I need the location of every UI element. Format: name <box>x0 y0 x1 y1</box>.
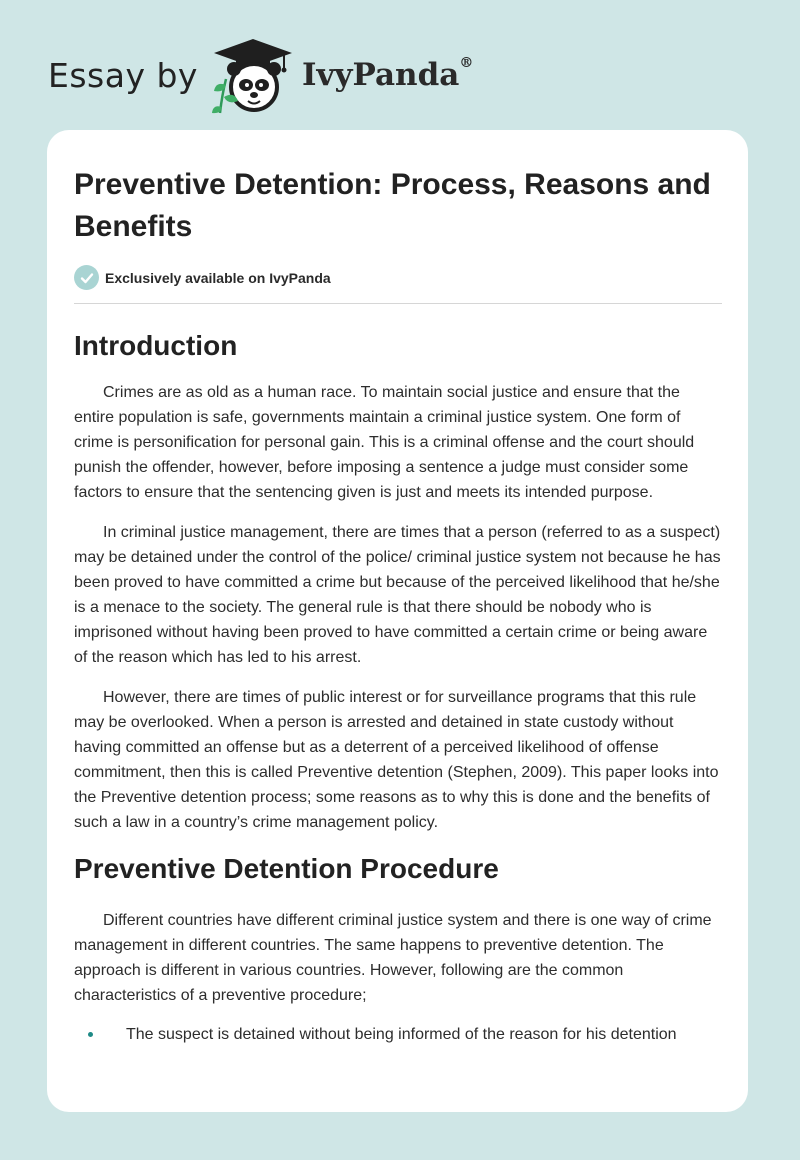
section-heading: Preventive Detention Procedure <box>74 853 499 884</box>
paragraph: In criminal justice management, there are times that a person (referred to as a suspect) may be detained under the control of the police/ criminal justice system not because he has been proved to have committed a crime but because of the perceived likelihood that he/she is a menace to the society. The general rule is that there should be nobody who is imprisoned without having been proved to have committed a certain crime or being aware of the reason which has led to his arrest. <box>74 524 721 666</box>
characteristics-list <box>74 1022 722 1047</box>
panda-graduate-icon <box>210 35 296 115</box>
list-item-text: The suspect is detained without being informed of the reason for his detention <box>126 1026 677 1043</box>
essay-by-label: Essay by <box>48 55 198 95</box>
essay-content <box>47 130 748 1047</box>
registered-mark: ® <box>459 55 474 71</box>
paragraph: Crimes are as old as a human race. To maintain social justice and ensure that the entire population is safe, governments maintain a criminal justice system. One form of crime is personification for personal gain. This is a criminal offense and the court should punish the offender, however, before imposing a sentence a judge must consider some factors to ensure that the sentencing given is just and meets its intended purpose. <box>74 384 695 501</box>
badge-text: Exclusively available on IvyPanda <box>105 269 331 286</box>
brand-name: IvyPanda® <box>301 55 474 93</box>
checkmark-icon <box>74 265 99 290</box>
site-header <box>48 30 473 120</box>
bullet-dot-icon <box>88 1032 93 1037</box>
list-item <box>74 1022 722 1047</box>
divider <box>74 303 722 304</box>
essay-title: Preventive Detention: Process, Reasons and Benefits <box>74 168 711 243</box>
paragraph: However, there are times of public interest or for surveillance programs that this rule may be overlooked. When a person is arrested and detained in state custody without having committed an offense but as a deterrent of a perceived likelihood of offense commitment, then this is called Preventive detention (Stephen, 2009). This paper looks into the Preventive detention process; some reasons as to why this is done and the benefits of such a law in a country’s crime management policy. <box>74 689 719 831</box>
paragraph: Different countries have different criminal justice system and there is one way of crime management in different countries. The same happens to preventive detention. The approach is different in various countries. However, following are the common characteristics of a preventive procedure; <box>74 912 712 1004</box>
essay-card <box>47 130 748 1112</box>
section-heading: Introduction <box>74 330 238 361</box>
exclusive-badge <box>74 265 722 290</box>
